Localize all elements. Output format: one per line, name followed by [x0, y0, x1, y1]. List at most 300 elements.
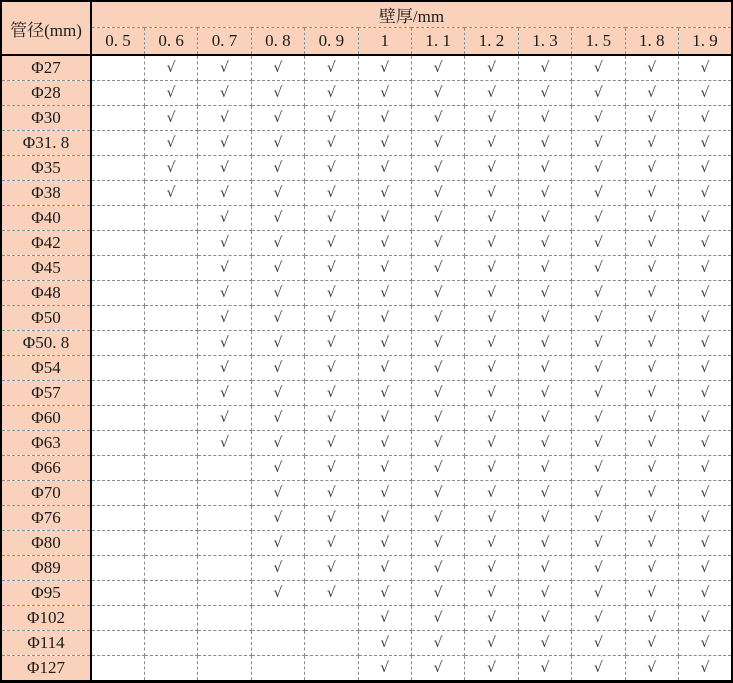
check-cell	[518, 456, 571, 481]
check-cell	[625, 531, 678, 556]
check-cell	[678, 581, 732, 606]
check-cell	[251, 481, 304, 506]
check-mark: √	[433, 484, 443, 501]
check-mark: √	[273, 84, 283, 101]
check-mark: √	[700, 634, 710, 651]
diameter-row-label: Φ95	[1, 581, 91, 606]
check-cell	[678, 631, 732, 656]
check-mark: √	[380, 534, 390, 551]
check-mark: √	[647, 459, 657, 476]
check-cell	[678, 106, 732, 131]
group-header-row	[1, 1, 732, 28]
thickness-column-header: 1. 2	[465, 28, 518, 56]
check-mark: √	[380, 334, 390, 351]
check-cell	[678, 481, 732, 506]
table-row	[1, 481, 732, 506]
empty-cell	[91, 281, 144, 306]
empty-cell	[91, 231, 144, 256]
check-mark: √	[220, 109, 229, 126]
table-header	[1, 1, 732, 55]
check-cell	[251, 81, 304, 106]
check-mark: √	[487, 159, 496, 176]
empty-cell	[91, 206, 144, 231]
check-cell	[625, 381, 678, 406]
check-mark: √	[540, 84, 550, 101]
check-mark: √	[700, 459, 710, 476]
check-cell	[198, 131, 251, 156]
check-cell	[625, 581, 678, 606]
empty-cell	[144, 481, 197, 506]
check-cell	[411, 631, 464, 656]
check-mark: √	[593, 234, 603, 251]
check-cell	[465, 506, 518, 531]
check-mark: √	[700, 209, 710, 226]
check-cell	[465, 356, 518, 381]
check-mark: √	[273, 559, 283, 576]
empty-cell	[305, 656, 358, 682]
check-cell	[305, 231, 358, 256]
check-cell	[625, 156, 678, 181]
column-group-title: 壁厚/mm	[91, 1, 732, 28]
check-cell	[251, 306, 304, 331]
check-mark: √	[380, 159, 390, 176]
check-cell	[411, 431, 464, 456]
check-cell	[572, 531, 625, 556]
check-mark: √	[700, 409, 710, 426]
diameter-row-label: Φ57	[1, 381, 91, 406]
check-mark: √	[647, 234, 657, 251]
check-cell	[625, 231, 678, 256]
check-mark: √	[700, 259, 710, 276]
check-mark: √	[593, 559, 603, 576]
check-mark: √	[220, 434, 229, 451]
check-mark: √	[433, 309, 443, 326]
check-mark: √	[700, 309, 710, 326]
check-mark: √	[593, 309, 603, 326]
check-cell	[358, 581, 411, 606]
check-mark: √	[540, 134, 550, 151]
check-mark: √	[220, 134, 229, 151]
empty-cell	[144, 556, 197, 581]
empty-cell	[91, 131, 144, 156]
check-mark: √	[273, 259, 283, 276]
check-cell	[678, 331, 732, 356]
thickness-column-header: 1. 3	[518, 28, 571, 56]
check-cell	[198, 181, 251, 206]
check-mark: √	[273, 409, 283, 426]
empty-cell	[144, 406, 197, 431]
check-cell	[358, 331, 411, 356]
check-cell	[305, 306, 358, 331]
check-cell	[411, 331, 464, 356]
check-cell	[678, 55, 732, 81]
check-cell	[305, 506, 358, 531]
diameter-row-label: Φ127	[1, 656, 91, 682]
check-mark: √	[487, 209, 496, 226]
thickness-column-header: 0. 5	[91, 28, 144, 56]
check-mark: √	[540, 309, 550, 326]
check-cell	[411, 306, 464, 331]
check-mark: √	[326, 534, 336, 551]
check-mark: √	[700, 334, 710, 351]
check-mark: √	[593, 634, 603, 651]
check-mark: √	[326, 509, 336, 526]
empty-cell	[198, 631, 251, 656]
thickness-column-header: 0. 7	[198, 28, 251, 56]
empty-cell	[91, 656, 144, 682]
check-cell	[305, 456, 358, 481]
check-cell	[572, 281, 625, 306]
check-cell	[572, 106, 625, 131]
table-row	[1, 556, 732, 581]
check-mark: √	[433, 509, 443, 526]
check-cell	[518, 506, 571, 531]
check-cell	[305, 131, 358, 156]
check-cell	[305, 331, 358, 356]
table-row	[1, 606, 732, 631]
check-mark: √	[273, 434, 283, 451]
check-cell	[251, 331, 304, 356]
check-mark: √	[380, 309, 390, 326]
check-mark: √	[380, 109, 390, 126]
check-cell	[144, 81, 197, 106]
check-mark: √	[380, 634, 390, 651]
check-cell	[358, 381, 411, 406]
check-mark: √	[700, 109, 710, 126]
check-cell	[144, 181, 197, 206]
check-cell	[678, 256, 732, 281]
check-cell	[358, 356, 411, 381]
check-mark: √	[647, 84, 657, 101]
check-mark: √	[700, 234, 710, 251]
check-cell	[305, 181, 358, 206]
check-mark: √	[273, 384, 283, 401]
check-mark: √	[593, 659, 603, 676]
check-mark: √	[700, 609, 710, 626]
check-cell	[518, 306, 571, 331]
check-mark: √	[700, 509, 710, 526]
check-cell	[625, 55, 678, 81]
check-cell	[572, 55, 625, 81]
check-cell	[411, 406, 464, 431]
check-mark: √	[487, 409, 496, 426]
table-row	[1, 506, 732, 531]
empty-cell	[251, 606, 304, 631]
empty-cell	[198, 506, 251, 531]
check-mark: √	[326, 284, 336, 301]
check-cell	[465, 281, 518, 306]
table-body	[1, 55, 732, 682]
check-cell	[251, 456, 304, 481]
empty-cell	[91, 181, 144, 206]
check-mark: √	[326, 559, 336, 576]
check-mark: √	[380, 259, 390, 276]
table-row	[1, 131, 732, 156]
check-cell	[465, 381, 518, 406]
table-row	[1, 356, 732, 381]
check-mark: √	[647, 434, 657, 451]
check-mark: √	[700, 134, 710, 151]
check-mark: √	[433, 434, 443, 451]
check-mark: √	[273, 284, 283, 301]
check-mark: √	[647, 334, 657, 351]
diameter-row-label: Φ80	[1, 531, 91, 556]
check-mark: √	[647, 184, 657, 201]
check-mark: √	[433, 334, 443, 351]
check-cell	[358, 55, 411, 81]
table-row	[1, 656, 732, 682]
check-mark: √	[647, 359, 657, 376]
check-mark: √	[220, 59, 229, 76]
check-mark: √	[220, 384, 229, 401]
check-mark: √	[273, 334, 283, 351]
table-row	[1, 156, 732, 181]
check-mark: √	[487, 284, 496, 301]
check-cell	[305, 206, 358, 231]
check-cell	[625, 331, 678, 356]
check-cell	[465, 656, 518, 682]
check-mark: √	[593, 84, 603, 101]
check-mark: √	[593, 584, 603, 601]
check-cell	[625, 606, 678, 631]
check-cell	[305, 531, 358, 556]
check-mark: √	[593, 459, 603, 476]
thickness-column-header: 1. 5	[572, 28, 625, 56]
check-cell	[518, 55, 571, 81]
check-mark: √	[433, 184, 443, 201]
check-mark: √	[540, 534, 550, 551]
check-mark: √	[487, 84, 496, 101]
check-cell	[358, 556, 411, 581]
empty-cell	[91, 456, 144, 481]
check-cell	[625, 481, 678, 506]
check-cell	[518, 606, 571, 631]
check-cell	[251, 431, 304, 456]
check-cell	[572, 206, 625, 231]
diameter-row-label: Φ45	[1, 256, 91, 281]
check-cell	[198, 81, 251, 106]
check-mark: √	[540, 609, 550, 626]
check-cell	[411, 231, 464, 256]
check-mark: √	[593, 209, 603, 226]
check-mark: √	[433, 359, 443, 376]
check-cell	[518, 106, 571, 131]
diameter-row-label: Φ114	[1, 631, 91, 656]
diameter-row-label: Φ60	[1, 406, 91, 431]
check-mark: √	[647, 109, 657, 126]
check-cell	[678, 156, 732, 181]
empty-cell	[144, 381, 197, 406]
check-mark: √	[487, 534, 496, 551]
check-cell	[465, 606, 518, 631]
diameter-row-label: Φ27	[1, 55, 91, 81]
check-mark: √	[487, 359, 496, 376]
check-cell	[625, 106, 678, 131]
check-mark: √	[593, 259, 603, 276]
check-cell	[358, 456, 411, 481]
check-cell	[305, 406, 358, 431]
check-cell	[518, 556, 571, 581]
check-mark: √	[380, 184, 390, 201]
check-cell	[465, 531, 518, 556]
check-cell	[305, 356, 358, 381]
check-cell	[465, 481, 518, 506]
check-cell	[518, 631, 571, 656]
check-cell	[358, 206, 411, 231]
check-mark: √	[380, 509, 390, 526]
table-row	[1, 456, 732, 481]
check-cell	[358, 81, 411, 106]
empty-cell	[305, 631, 358, 656]
check-cell	[411, 206, 464, 231]
table-row	[1, 181, 732, 206]
check-cell	[251, 256, 304, 281]
table-row	[1, 231, 732, 256]
table-row	[1, 406, 732, 431]
check-mark: √	[273, 584, 283, 601]
check-mark: √	[220, 409, 229, 426]
check-mark: √	[647, 609, 657, 626]
empty-cell	[91, 256, 144, 281]
empty-cell	[198, 556, 251, 581]
check-mark: √	[433, 259, 443, 276]
check-cell	[358, 481, 411, 506]
check-mark: √	[433, 234, 443, 251]
check-cell	[572, 406, 625, 431]
check-mark: √	[326, 84, 336, 101]
check-mark: √	[433, 609, 443, 626]
check-cell	[305, 55, 358, 81]
check-mark: √	[593, 159, 603, 176]
check-mark: √	[700, 584, 710, 601]
check-cell	[465, 631, 518, 656]
check-mark: √	[326, 359, 336, 376]
check-cell	[358, 256, 411, 281]
empty-cell	[91, 631, 144, 656]
check-cell	[198, 331, 251, 356]
check-mark: √	[433, 109, 443, 126]
check-mark: √	[700, 59, 710, 76]
check-mark: √	[273, 359, 283, 376]
check-cell	[465, 156, 518, 181]
check-cell	[198, 231, 251, 256]
check-mark: √	[487, 609, 496, 626]
check-mark: √	[647, 59, 657, 76]
check-mark: √	[647, 534, 657, 551]
check-cell	[572, 556, 625, 581]
check-mark: √	[647, 409, 657, 426]
check-mark: √	[647, 509, 657, 526]
check-cell	[198, 256, 251, 281]
table-row	[1, 631, 732, 656]
check-mark: √	[273, 459, 283, 476]
empty-cell	[91, 55, 144, 81]
check-cell	[358, 656, 411, 682]
empty-cell	[144, 231, 197, 256]
diameter-row-label: Φ66	[1, 456, 91, 481]
check-cell	[465, 206, 518, 231]
check-cell	[678, 181, 732, 206]
empty-cell	[91, 106, 144, 131]
check-mark: √	[540, 234, 550, 251]
check-mark: √	[593, 384, 603, 401]
thickness-column-header: 1	[358, 28, 411, 56]
check-mark: √	[700, 659, 710, 676]
check-mark: √	[647, 209, 657, 226]
check-mark: √	[593, 109, 603, 126]
empty-cell	[144, 431, 197, 456]
empty-cell	[251, 656, 304, 682]
check-cell	[625, 431, 678, 456]
table-row	[1, 81, 732, 106]
check-mark: √	[273, 534, 283, 551]
table-row	[1, 256, 732, 281]
check-mark: √	[487, 334, 496, 351]
empty-cell	[198, 481, 251, 506]
check-mark: √	[540, 584, 550, 601]
empty-cell	[198, 531, 251, 556]
check-cell	[358, 406, 411, 431]
check-cell	[411, 531, 464, 556]
check-mark: √	[700, 384, 710, 401]
check-mark: √	[700, 184, 710, 201]
table-row	[1, 381, 732, 406]
check-cell	[198, 106, 251, 131]
check-mark: √	[700, 159, 710, 176]
check-mark: √	[326, 384, 336, 401]
check-mark: √	[273, 309, 283, 326]
check-cell	[625, 356, 678, 381]
table-row	[1, 306, 732, 331]
check-mark: √	[166, 59, 176, 76]
empty-cell	[91, 356, 144, 381]
empty-cell	[91, 531, 144, 556]
check-mark: √	[433, 409, 443, 426]
check-cell	[518, 231, 571, 256]
thickness-column-header: 0. 6	[144, 28, 197, 56]
check-cell	[358, 156, 411, 181]
check-cell	[251, 131, 304, 156]
empty-cell	[144, 531, 197, 556]
check-mark: √	[166, 84, 176, 101]
check-cell	[518, 131, 571, 156]
check-mark: √	[487, 459, 496, 476]
check-cell	[198, 156, 251, 181]
check-mark: √	[380, 384, 390, 401]
check-mark: √	[487, 259, 496, 276]
check-cell	[625, 281, 678, 306]
check-mark: √	[647, 659, 657, 676]
check-mark: √	[273, 509, 283, 526]
check-cell	[251, 381, 304, 406]
check-cell	[198, 306, 251, 331]
check-cell	[411, 156, 464, 181]
empty-cell	[144, 331, 197, 356]
check-cell	[572, 581, 625, 606]
check-mark: √	[220, 334, 229, 351]
check-mark: √	[326, 59, 336, 76]
check-mark: √	[647, 159, 657, 176]
check-mark: √	[433, 134, 443, 151]
check-mark: √	[433, 209, 443, 226]
check-cell	[251, 206, 304, 231]
check-cell	[625, 631, 678, 656]
check-mark: √	[540, 209, 550, 226]
check-mark: √	[647, 309, 657, 326]
check-mark: √	[273, 209, 283, 226]
check-mark: √	[380, 409, 390, 426]
thickness-column-header: 1. 9	[678, 28, 732, 56]
